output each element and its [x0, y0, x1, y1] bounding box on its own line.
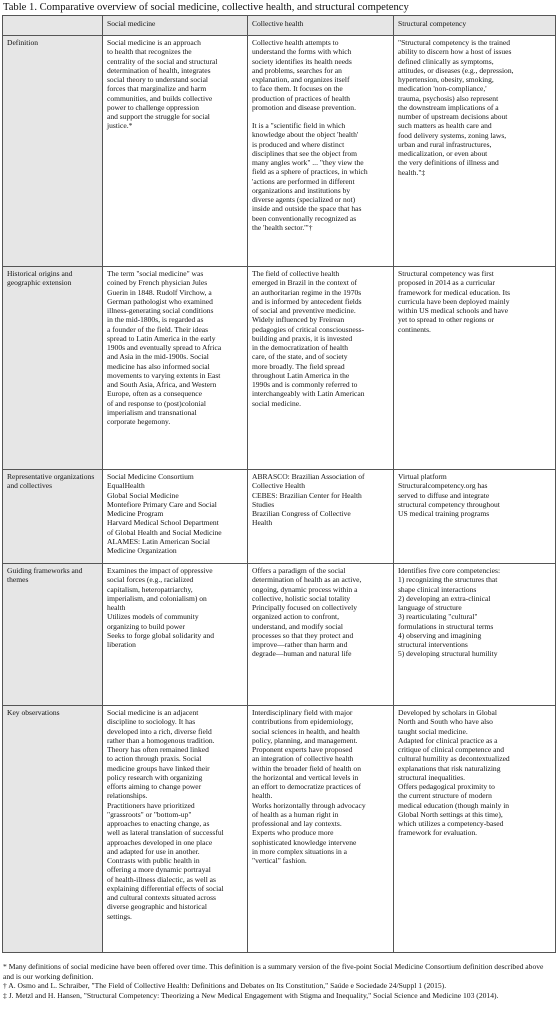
cell-text-line: medicine groups have linked their	[107, 763, 210, 773]
cell-text-line: medical education (though mainly in	[398, 800, 510, 810]
cell-social-medicine	[103, 36, 248, 267]
cell-text-line: is produced and where distinct	[252, 139, 345, 149]
cell-text-line: approaches to enacting change, as	[107, 819, 210, 828]
cell-paragraph	[252, 472, 389, 528]
cell-text-line: capitalism, heteropatriarchy,	[107, 584, 193, 594]
cell-text-line: field as a sphere of practices, in which	[252, 167, 368, 177]
cell-text-line: Theory has often remained linked	[107, 745, 209, 754]
cell-text-line: movements to varying extents in East	[107, 370, 221, 380]
cell-text-line: understand the forms with which	[252, 47, 352, 57]
cell-text-line: justice.*	[107, 121, 133, 131]
cell-text-line: Guerin in 1848. Rudolf Virchow, a	[107, 287, 212, 297]
cell-text-line: Harvard Medical School Department	[107, 518, 219, 528]
cell-text-line: Collective health attempts to	[252, 38, 339, 47]
cell-text-line: emerged in Brazil in the context of	[252, 278, 358, 288]
cell-collective-health	[248, 267, 394, 470]
table-row	[3, 706, 556, 953]
cell-social-medicine	[103, 470, 248, 564]
header-structural-competency: Structural competency	[394, 16, 556, 36]
cell-text-line: to health that recognizes the	[107, 47, 192, 57]
cell-text-line: settings.	[107, 911, 132, 921]
cell-text-line: 3) rearticulating "cultural"	[398, 612, 478, 622]
cell-text-line: within US medical schools and have	[398, 306, 509, 315]
cell-text-line: framework for evaluation.	[398, 828, 477, 838]
cell-social-medicine	[103, 564, 248, 706]
cell-text-line: society identifies its health needs	[252, 56, 352, 66]
cell-text-line: Proponent experts have proposed	[252, 745, 353, 754]
footnote-double-dagger: ‡ J. Metzl and H. Hansen, "Structural Competency: Theorizing a New Medical Engagement with Stigma and Inequality," Social Science and Medicine 103 (2014).	[3, 990, 499, 1000]
cell-paragraph	[398, 269, 551, 334]
cell-text-line: defined clinically as symptoms,	[398, 56, 494, 66]
cell-text-line: Social medicine is an approach	[107, 38, 201, 47]
cell-structural-competency	[394, 564, 556, 706]
cell-text-line: in more complex situations in a	[252, 846, 347, 856]
cell-text-line: coined by French physician Jules	[107, 278, 208, 288]
cell-text-line: an integration of collective health	[252, 754, 354, 764]
cell-text-line: discipline to sociology. It has	[107, 717, 196, 727]
cell-text-line: Adapted for clinical practice as a	[398, 735, 498, 745]
cell-text-line: medication 'non-compliance,'	[398, 84, 487, 94]
cell-text-line: Interdisciplinary field with major	[252, 708, 353, 717]
cell-text-line: centrality of the social and structural	[107, 56, 218, 66]
cell-text-line: in the democratization of health	[252, 343, 348, 352]
header-social-medicine: Social medicine	[103, 16, 248, 36]
cell-text-line: social medicine.	[252, 398, 302, 408]
cell-text-line: Offers pedagogical proximity to	[398, 782, 495, 791]
cell-text-line: shape clinical interactions	[398, 584, 477, 594]
cell-text-line: Health	[252, 518, 273, 528]
cell-text-line: ABRASCO: Brazilian Association of	[252, 472, 365, 481]
cell-text-line: approaches developed in one place	[107, 837, 213, 847]
cell-text-line: collective, holistic social totality	[252, 593, 351, 603]
cell-text-line: "grassroots" or "bottom-up"	[107, 809, 192, 819]
cell-text-line: cultural humility as decontextualized	[398, 754, 510, 764]
cell-paragraph	[107, 269, 243, 426]
cell-text-line: imperialism and transnational	[107, 407, 197, 417]
cell-text-line: offering a more dynamic portrayal	[107, 865, 211, 875]
cell-structural-competency	[394, 470, 556, 564]
cell-paragraph	[252, 566, 389, 659]
cell-text-line: The term "social medicine" was	[107, 269, 204, 278]
cell-text-line: health	[107, 603, 126, 612]
cell-text-line: Contrasts with public health in	[107, 856, 200, 865]
cell-text-line: ALAMES: Latin American Social	[107, 536, 210, 546]
cell-text-line: liberation	[107, 640, 136, 649]
cell-text-line: policy, planning, and management.	[252, 735, 358, 745]
cell-text-line: spread to Latin America in the early	[107, 333, 216, 343]
cell-text-line: more broadly. The field spread	[252, 361, 345, 371]
cell-text-line: been conventionally recognized as	[252, 213, 357, 223]
cell-text-line: relationships.	[107, 791, 148, 801]
cell-text-line: Medicine Program	[107, 509, 164, 518]
cell-social-medicine	[103, 267, 248, 470]
cell-collective-health	[248, 706, 394, 953]
cell-text-line: social sciences in health, and health	[252, 726, 360, 736]
table-row	[3, 36, 556, 267]
cell-paragraph	[107, 566, 243, 649]
cell-text-line: North and South who have also	[398, 717, 493, 727]
cell-paragraph	[252, 121, 389, 232]
cell-text-line: Examines the impact of oppressive	[107, 566, 213, 575]
cell-text-line: a founder of the field. Their ideas	[107, 324, 209, 334]
cell-text-line: the 'health sector.'"†	[252, 222, 313, 232]
cell-text-line: 5) developing structural humility	[398, 649, 498, 659]
cell-collective-health	[248, 564, 394, 706]
cell-text-line: taught social medicine.	[398, 726, 468, 736]
cell-paragraph	[107, 708, 243, 921]
cell-text-line: Social Medicine Consortium	[107, 472, 194, 481]
cell-text-line: explanation, and organizes itself	[252, 75, 350, 84]
cell-text-line: medicalization, or even about	[398, 149, 488, 158]
cell-text-line: 2) developing an extra-clinical	[398, 593, 491, 603]
row-label: Representative organizations and collectives	[3, 470, 103, 564]
cell-text-line: Widely influenced by Freirean	[252, 315, 345, 325]
cell-text-line: processes so that they protect and	[252, 630, 354, 640]
cell-text-line: which utilizes a competency-based	[398, 819, 504, 828]
cell-text-line: formulations in structural terms	[398, 621, 494, 631]
cell-text-line: professional and lay contexts.	[252, 819, 342, 828]
footnote-dagger: † A. Osmo and L. Schraiber, "The Field of Collective Health: Definitions and Debates on Its Constitution," Saúde e Sociedade 24/Suppl 1 (2015).	[3, 981, 447, 990]
cell-text-line: social forces (e.g., racialized	[107, 575, 194, 585]
cell-text-line: and Asia in the mid-1900s. Social	[107, 352, 209, 362]
cell-text-line: degrade—human and natural life	[252, 649, 352, 659]
cell-text-line: ongoing, dynamic process within a	[252, 584, 358, 594]
cell-text-line: in the mid-1800s, is regarded as	[107, 315, 204, 325]
cell-text-line: number of upstream decisions about	[398, 112, 508, 121]
cell-text-line: and cultural contexts situated across	[107, 893, 216, 902]
cell-text-line: of and response to (post)colonial	[107, 398, 206, 408]
cell-text-line: Seeks to forge global solidarity and	[107, 630, 214, 640]
cell-text-line: "vertical" fashion.	[252, 856, 307, 865]
table-row	[3, 470, 556, 564]
cell-text-line: forces that marginalize and harm	[107, 84, 207, 94]
cell-paragraph	[107, 38, 243, 131]
footnote-asterisk: * Many definitions of social medicine have been offered over time. This definition is a summary version of the five-point Social Medicine Consortium definition described above and is our working definition.	[3, 962, 544, 981]
cell-collective-health	[248, 470, 394, 564]
cell-text-line: communities, and builds collective	[107, 93, 213, 103]
cell-paragraph	[252, 708, 389, 865]
cell-text-line: within the broader field of health on	[252, 763, 361, 773]
cell-text-line: and South Asia, Africa, and Western	[107, 380, 217, 389]
cell-text-line: structural inequalities.	[398, 772, 466, 782]
cell-paragraph	[398, 38, 551, 177]
cell-text-line: throughout Latin America in the	[252, 370, 350, 380]
cell-text-line: The field of collective health	[252, 269, 340, 278]
cell-text-line: 1) recognizing the structures that	[398, 575, 498, 585]
cell-text-line: of social and preventive medicine.	[252, 306, 356, 315]
cell-text-line: contributions from epidemiology,	[252, 717, 354, 727]
cell-text-line: policy research with organizing	[107, 772, 203, 782]
cell-text-line: EqualHealth	[107, 481, 145, 491]
cell-social-medicine	[103, 706, 248, 953]
cell-text-line: the horizontal and vertical levels in	[252, 772, 359, 782]
table-caption: Table 1. Comparative overview of social medicine, collective health, and structural competency	[3, 2, 409, 13]
cell-text-line: 'actions are performed in different	[252, 176, 355, 186]
cell-text-line: many angles work" ... "they view the	[252, 158, 364, 167]
cell-text-line: interchangeably with Latin American	[252, 389, 365, 399]
cell-paragraph	[252, 269, 389, 408]
cell-text-line: organizing to build power	[107, 621, 186, 631]
comparison-table	[2, 15, 556, 953]
table-row	[3, 267, 556, 470]
header-collective-health: Collective health	[248, 16, 394, 36]
footnotes	[3, 962, 554, 1000]
cell-paragraph	[252, 38, 389, 112]
cell-text-line: curricula have been deployed mainly	[398, 296, 510, 306]
cell-text-line: Global Social Medicine	[107, 490, 179, 500]
cell-text-line: Virtual platform	[398, 472, 447, 481]
cell-text-line: Structural competency was first	[398, 269, 494, 278]
cell-text-line: framework for medical education. Its	[398, 287, 511, 297]
cell-text-line: food delivery systems, zoning laws,	[398, 130, 507, 140]
cell-text-line: German pathologist who examined	[107, 296, 213, 306]
cell-text-line: Medicine Organization	[107, 546, 177, 555]
row-label: Key observations	[3, 706, 103, 953]
cell-text-line: knowledge about the object 'health'	[252, 130, 359, 140]
cell-text-line: Brazilian Congress of Collective	[252, 509, 351, 518]
cell-collective-health	[248, 36, 394, 267]
cell-text-line: and is informed by antecedent fields	[252, 296, 362, 306]
cell-text-line: social theory to understand social	[107, 75, 209, 84]
cell-paragraph	[398, 566, 551, 659]
cell-text-line: Global North settings at this time),	[398, 809, 503, 819]
cell-text-line: CEBES: Brazilian Center for Health	[252, 490, 362, 500]
table-row	[3, 564, 556, 706]
cell-paragraph	[398, 708, 551, 838]
cell-text-line: of health-illness dialectic, as well as	[107, 874, 216, 884]
cell-text-line: critique of clinical competence and	[398, 745, 505, 754]
cell-text-line: illness-generating social conditions	[107, 306, 214, 315]
cell-text-line: production of practices of health	[252, 93, 351, 103]
cell-text-line: building and praxis, it is invested	[252, 333, 353, 343]
cell-text-line: Experts who produce more	[252, 828, 334, 838]
cell-text-line: Utilizes models of community	[107, 612, 199, 622]
cell-text-line: efforts aiming to change power	[107, 782, 202, 791]
cell-text-line: explaining differential effects of social	[107, 883, 224, 893]
cell-text-line: developed into a rich, diverse field	[107, 726, 212, 736]
header-empty	[3, 16, 103, 36]
cell-structural-competency	[394, 267, 556, 470]
cell-paragraph	[398, 472, 551, 518]
cell-text-line: Developed by scholars in Global	[398, 708, 497, 717]
cell-text-line: Social medicine is an adjacent	[107, 708, 199, 717]
cell-text-line: well as lateral translation of successful	[107, 828, 224, 838]
cell-text-line: rather than a homogenous tradition.	[107, 735, 215, 745]
row-label: Guiding frameworks and themes	[3, 564, 103, 706]
cell-text-line: diverse geographic and historical	[107, 902, 207, 912]
cell-text-line: understand, and modify social	[252, 621, 343, 631]
cell-text-line: proposed in 2014 as a curricular	[398, 278, 496, 288]
header-row	[3, 16, 556, 36]
cell-text-line: organizations and institutions by	[252, 185, 351, 195]
cell-text-line: served to diffuse and integrate	[398, 490, 490, 500]
cell-text-line: health.	[252, 791, 273, 801]
cell-text-line: medicine has also informed social	[107, 361, 210, 371]
cell-text-line: Works horizontally through advocacy	[252, 800, 366, 810]
cell-text-line: hypertension, obesity, smoking,	[398, 75, 494, 84]
table-body	[3, 36, 556, 953]
cell-text-line: 1990s and is commonly referred to	[252, 380, 358, 389]
cell-text-line: Practitioners have prioritized	[107, 800, 195, 810]
cell-text-line: health."‡	[398, 167, 426, 177]
row-label: Historical origins and geographic extension	[3, 267, 103, 470]
cell-paragraph	[107, 472, 243, 555]
cell-text-line: the current structure of modern	[398, 791, 492, 801]
cell-text-line: explanations that risk naturalizing	[398, 763, 501, 773]
cell-structural-competency	[394, 36, 556, 267]
cell-text-line: structural competency throughout	[398, 499, 500, 509]
cell-text-line: corporate hegemony.	[107, 417, 171, 426]
cell-text-line: US medical training programs	[398, 509, 490, 518]
cell-text-line: an authoritarian regime in the 1970s	[252, 287, 362, 297]
cell-text-line: Montefiore Primary Care and Social	[107, 499, 217, 509]
cell-text-line: urban and rural infrastructures,	[398, 139, 492, 149]
cell-text-line: and adapted for use in another.	[107, 846, 200, 856]
cell-text-line: and support the struggle for social	[107, 112, 210, 121]
cell-structural-competency	[394, 706, 556, 953]
cell-text-line: "Structural competency is the trained	[398, 38, 511, 47]
cell-text-line: such matters as health care and	[398, 121, 492, 131]
cell-text-line: to action through praxis. Social	[107, 754, 202, 764]
cell-text-line: imperialism, and colonialism) on	[107, 593, 207, 603]
cell-text-line: sophisticated knowledge intervene	[252, 837, 357, 847]
cell-text-line: an effort to democratize practices of	[252, 782, 362, 791]
cell-text-line: Identifies five core competencies:	[398, 566, 501, 575]
cell-text-line: Principally focused on collectively	[252, 603, 357, 612]
cell-text-line: 1900s and eventually spread to Africa	[107, 343, 222, 352]
cell-text-line: Europe, often as a consequence	[107, 389, 202, 399]
cell-text-line: and problems, searches for an	[252, 65, 342, 75]
cell-text-line: to face them. It focuses on the	[252, 84, 343, 94]
cell-text-line: continents.	[398, 324, 431, 334]
cell-text-line: of Global Health and Social Medicine	[107, 527, 222, 537]
cell-text-line: It is a "scientific field in which	[252, 121, 346, 130]
cell-text-line: Structuralcompetency.org has	[398, 481, 488, 491]
cell-text-line: disciplines that see the object from	[252, 148, 357, 158]
cell-text-line: Studies	[252, 499, 275, 509]
cell-text-line: ability to discern how a host of issues	[398, 47, 512, 57]
cell-text-line: Collective Health	[252, 481, 306, 491]
cell-text-line: determination of health as an active,	[252, 575, 362, 585]
cell-text-line: inside and outside the space that has	[252, 204, 362, 214]
cell-text-line: the very definitions of illness and	[398, 158, 499, 168]
cell-text-line: language of structure	[398, 603, 462, 612]
cell-text-line: improve—rather than harm and	[252, 640, 348, 649]
cell-text-line: attitudes, or diseases (e.g., depression,	[398, 65, 514, 75]
cell-text-line: the downstream implications of a	[398, 102, 499, 112]
cell-text-line: of health as a human right in	[252, 809, 339, 819]
cell-text-line: promotion and disease prevention.	[252, 102, 356, 112]
cell-text-line: power to challenge oppression	[107, 102, 200, 112]
cell-text-line: diverse agents (specialized or not)	[252, 195, 356, 204]
cell-text-line: pedagogies of critical consciousness-	[252, 324, 365, 334]
row-label: Definition	[3, 36, 103, 267]
cell-text-line: 4) observing and imagining	[398, 630, 482, 640]
cell-text-line: trauma, psychosis) also represent	[398, 93, 499, 103]
cell-text-line: structural interventions	[398, 640, 468, 649]
cell-text-line: yet to spread to other regions or	[398, 315, 494, 325]
cell-text-line: determination of health, integrates	[107, 65, 211, 75]
cell-text-line: organized action to confront,	[252, 612, 340, 622]
cell-text-line: Offers a paradigm of the social	[252, 566, 346, 575]
cell-text-line: care, of the state, and of society	[252, 352, 348, 362]
